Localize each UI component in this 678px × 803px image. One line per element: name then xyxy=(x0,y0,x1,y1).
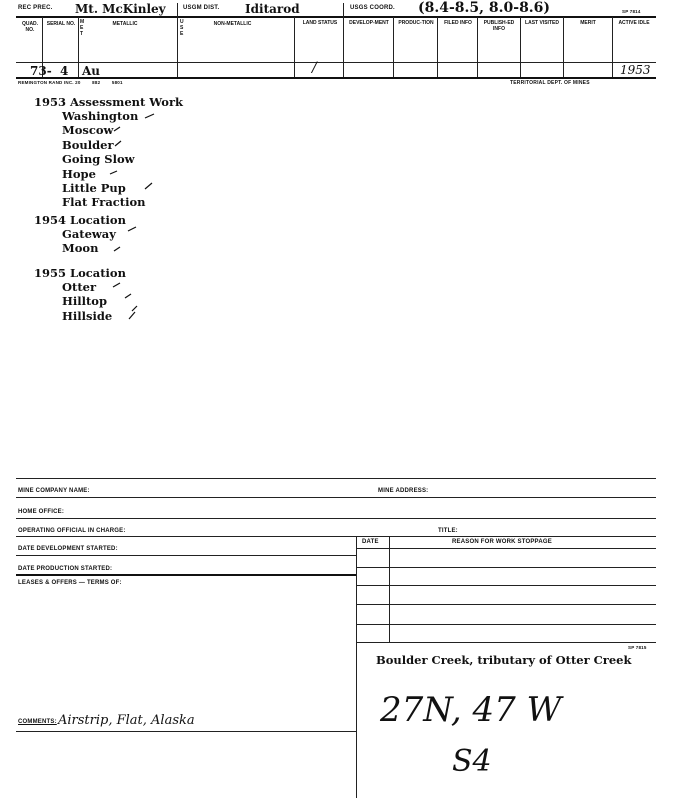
list-item: Washington xyxy=(62,109,139,123)
list-item: Hope xyxy=(62,166,96,181)
operating-official-label: OPERATING OFFICIAL IN CHARGE: xyxy=(18,528,126,534)
comments-value: Airstrip, Flat, Alaska xyxy=(58,713,195,728)
form-rule xyxy=(356,642,656,643)
form-rule xyxy=(356,567,656,568)
form-rule xyxy=(16,497,656,498)
check-mark-icon xyxy=(110,114,154,319)
reason-stoppage-label: REASON FOR WORK STOPPAGE xyxy=(452,539,552,545)
comments-label: COMMENTS: xyxy=(18,719,57,725)
usgs-dist-value: Iditarod xyxy=(245,2,300,16)
form-rule xyxy=(16,555,356,556)
handwritten-township: 27N, 47 W xyxy=(380,690,562,730)
list-item: Moscow xyxy=(62,123,114,138)
serial-no-label: SERIAL NO. xyxy=(46,21,76,27)
group-1955-heading: 1955 Location xyxy=(34,266,126,280)
active-idle-label: ACTIVE IDLE xyxy=(618,20,650,26)
date-label: DATE xyxy=(362,539,379,545)
form-divider xyxy=(389,536,390,642)
form-top-rule xyxy=(16,478,656,479)
form-divider xyxy=(356,536,357,798)
list-item: Boulder xyxy=(62,137,114,152)
group-1953-heading: 1953 Assessment Work xyxy=(34,95,183,109)
form-rule xyxy=(16,731,356,732)
handwritten-section: S4 xyxy=(452,744,492,779)
date-development-label: DATE DEVELOPMENT STARTED: xyxy=(18,546,118,552)
quad-serial-value: 73- 4 xyxy=(30,64,69,78)
metallic-value: Au xyxy=(82,64,101,78)
leases-offers-label: LEASES & OFFERS — TERMS OF: xyxy=(18,580,122,586)
printer-imprint: REMINGTON RAND INC. 20 882 5801 xyxy=(18,80,123,85)
form-rule xyxy=(356,624,656,625)
home-office-label: HOME OFFICE: xyxy=(18,509,65,515)
list-item: Going Slow xyxy=(62,152,135,167)
active-idle-value: 1953 xyxy=(620,63,651,77)
location-note: Boulder Creek, tributary of Otter Creek xyxy=(376,653,632,667)
group-1954-heading: 1954 Location xyxy=(34,213,126,227)
form-rule xyxy=(356,604,656,605)
usgs-coord-label: USGS COORD. xyxy=(350,5,395,11)
date-production-label: DATE PRODUCTION STARTED: xyxy=(18,566,113,572)
rec-prec-value: Mt. McKinley xyxy=(75,2,166,16)
mine-company-name-label: MINE COMPANY NAME: xyxy=(18,488,90,494)
production-label: PRODUC-TION xyxy=(398,20,434,26)
rec-prec-label: REC PREC. xyxy=(18,5,53,11)
list-item: Gateway xyxy=(62,227,116,241)
list-item: Otter xyxy=(62,280,97,294)
usgs-dist-label: USGM DIST. xyxy=(183,5,220,11)
mine-address-label: MINE ADDRESS: xyxy=(378,488,429,494)
non-metallic-codes: U S E xyxy=(180,19,184,37)
form-rule xyxy=(16,518,656,519)
filed-info-label: FILED INFO xyxy=(444,20,472,26)
list-item: Flat Fraction xyxy=(62,195,146,210)
form-rule xyxy=(16,574,356,576)
list-item: Hilltop xyxy=(62,294,107,309)
last-visited-label: LAST VISITED xyxy=(525,20,559,26)
form-number-top: SP 7814 xyxy=(622,9,641,14)
list-item: Hillside xyxy=(62,308,113,323)
development-label: DEVELOP-MENT xyxy=(349,20,389,26)
form-rule xyxy=(356,548,656,549)
form-number-bottom: SP 7815 xyxy=(628,645,647,650)
form-rule xyxy=(16,536,656,537)
territorial-dept: TERRITORIAL DEPT. OF MINES xyxy=(510,80,590,86)
check-marks-overlay xyxy=(0,0,678,330)
form-rule xyxy=(356,585,656,586)
land-status-mark: / xyxy=(312,60,317,76)
merit-label: MERIT xyxy=(580,20,596,26)
published-info-label: PUBLISH-ED INFO xyxy=(483,20,515,32)
quad-no-label: QUAD. NO. xyxy=(21,21,39,33)
title-label: TITLE: xyxy=(438,528,458,534)
land-status-label: LAND STATUS xyxy=(302,20,338,26)
usgs-coord-value: (8.4-8.5, 8.0-8.6) xyxy=(418,0,551,16)
metallic-codes: M E T xyxy=(80,19,85,37)
metallic-label: METALLIC xyxy=(112,21,138,27)
list-item: Little Pup xyxy=(62,181,126,196)
list-item: Moon xyxy=(62,241,99,256)
non-metallic-label: NON-METALLIC xyxy=(213,21,252,27)
